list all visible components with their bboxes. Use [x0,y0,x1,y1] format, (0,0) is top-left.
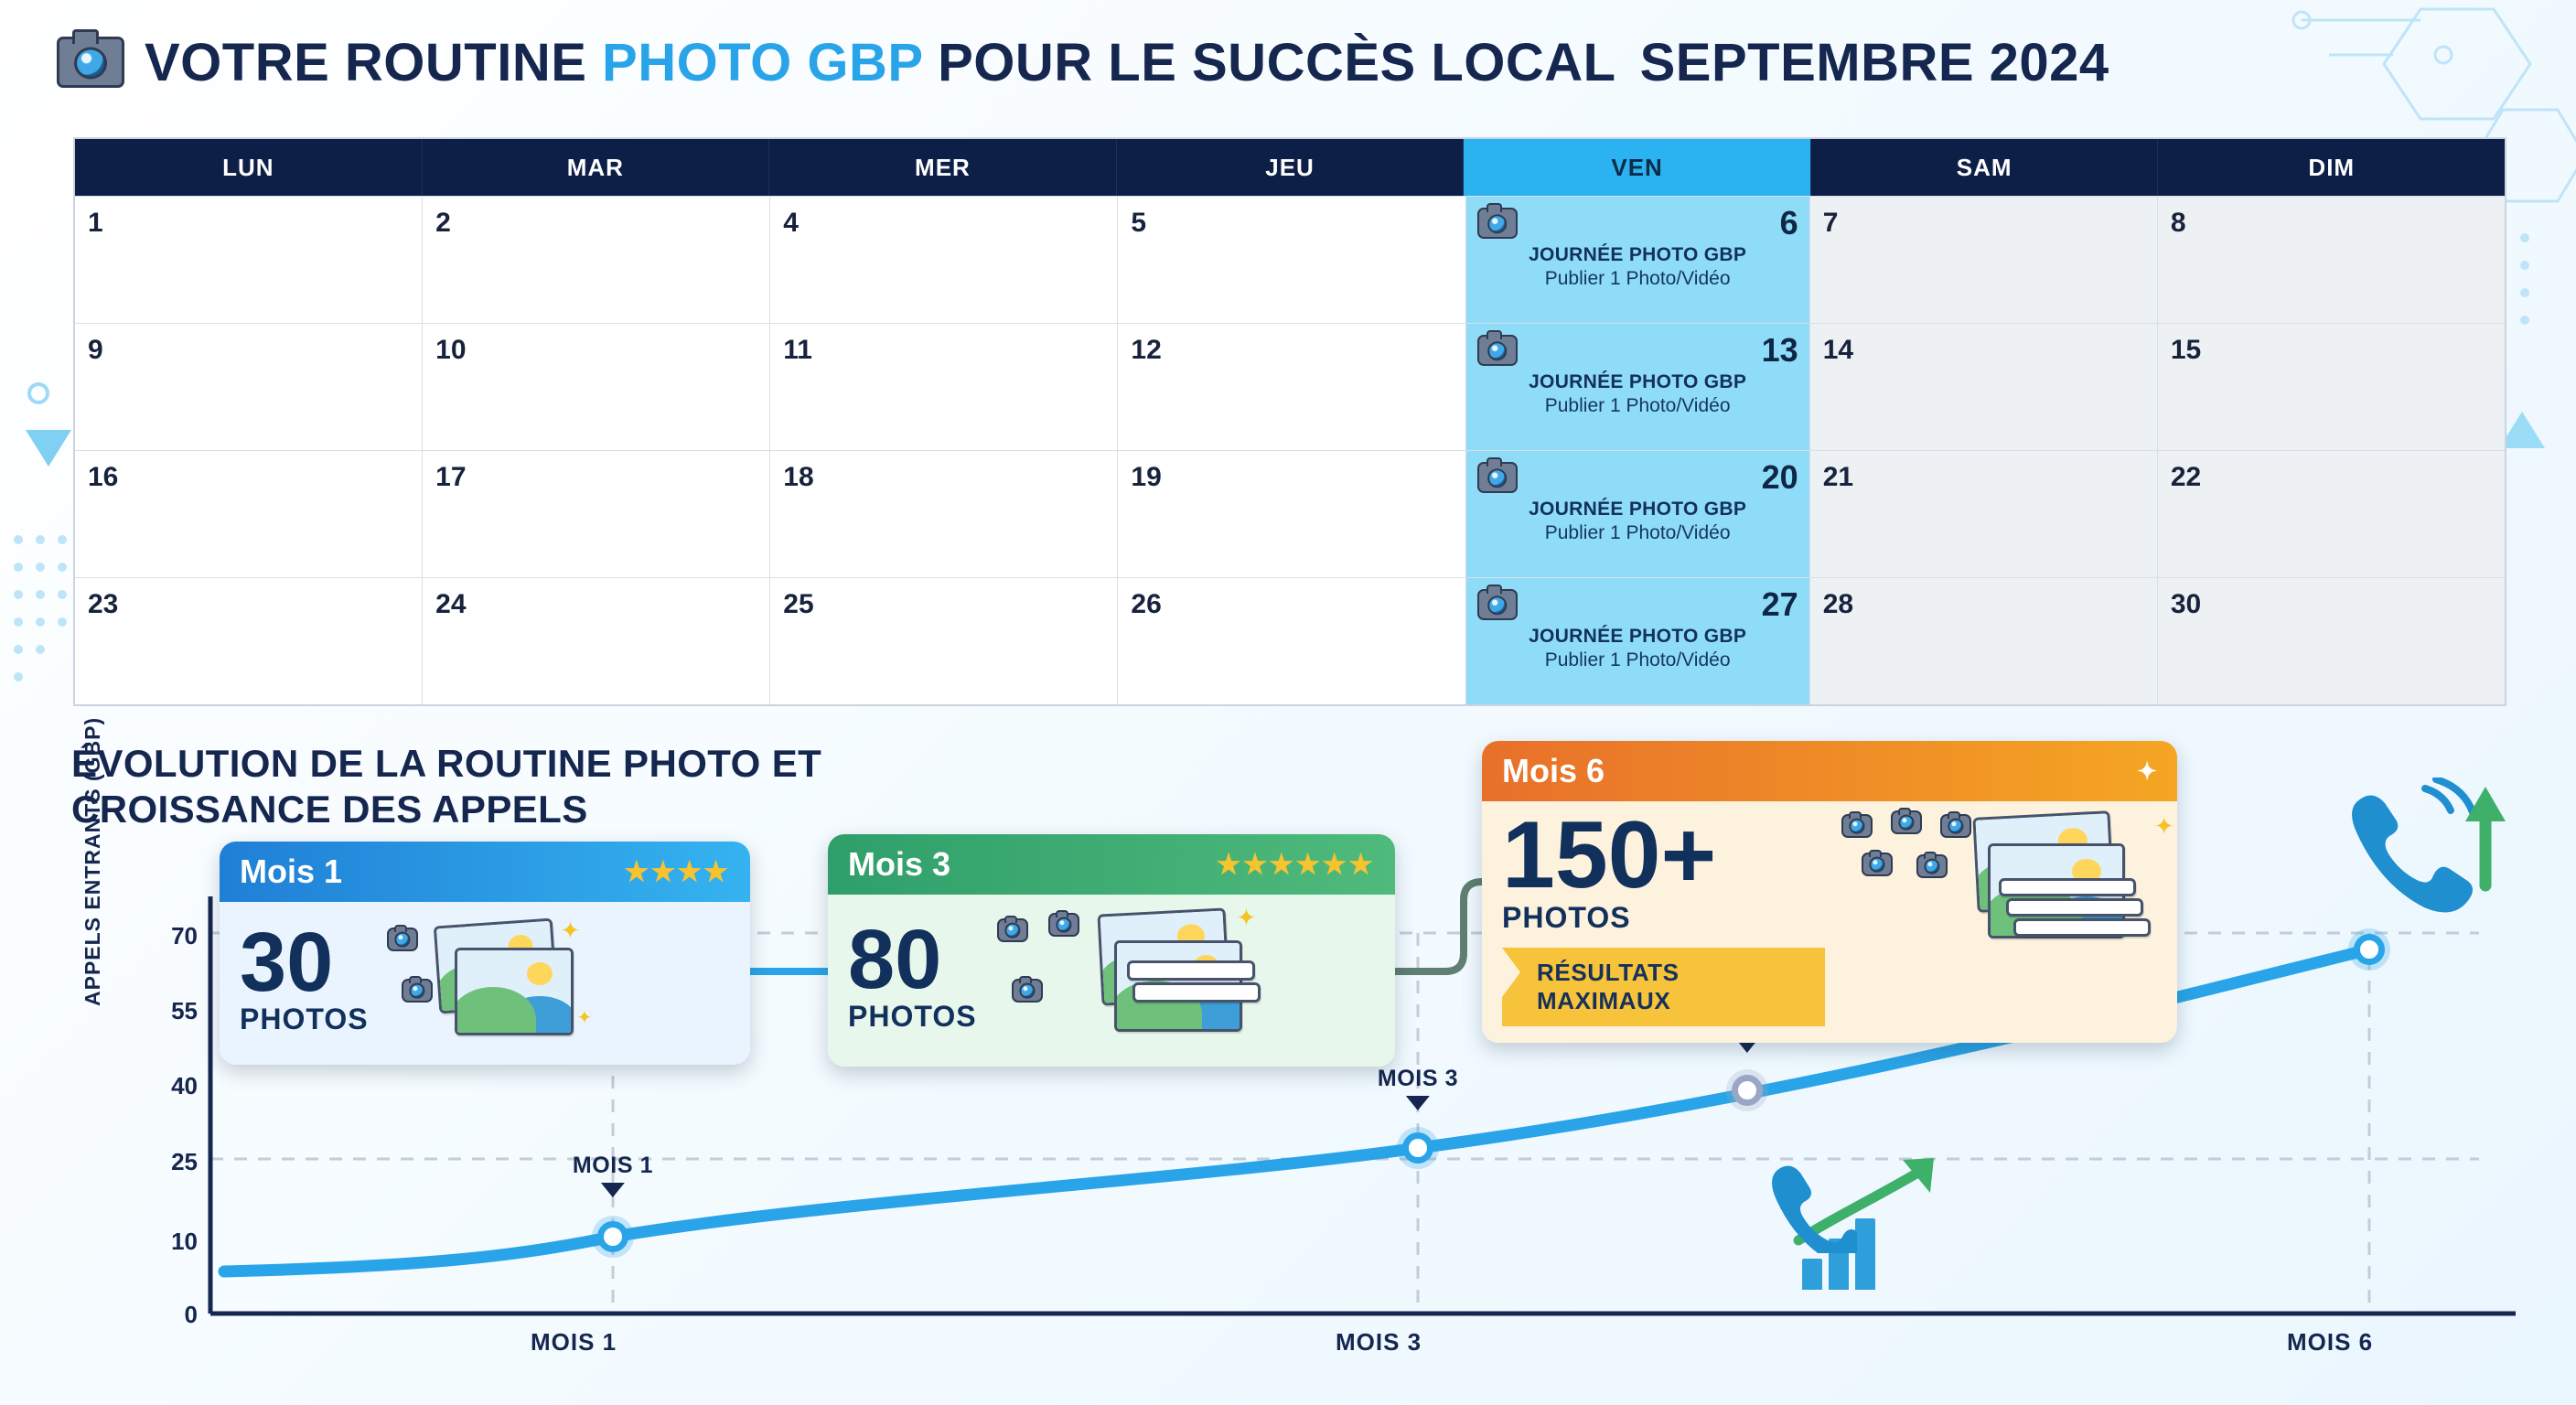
circle-decoration-left [20,375,57,412]
card-header [220,842,750,902]
section-title-line2: CROISSANCE DES APPELS [71,787,588,831]
y-tick-0: 0 [184,1301,198,1328]
photo-unit: PHOTOS [240,1003,369,1036]
calendar-week-row [75,323,2505,450]
camera-icon [1841,814,1873,838]
camera-icon [1916,854,1948,878]
camera-icon [1477,335,1518,366]
day-number: 23 [88,589,119,619]
data-point-mois-3[interactable] [1402,1132,1433,1164]
x-tick-mois-6: MOIS 6 [2287,1328,2374,1356]
photo-count: 30 [240,915,334,1009]
point-label-text: MOIS 3 [1377,1066,1459,1091]
milestone-card-mois-1[interactable] [220,842,750,1065]
card-header [1482,741,2177,801]
day-number: 20 [1761,458,1798,496]
photo-stack-graphic [381,911,610,1048]
y-tick-55: 55 [171,997,198,1024]
y-tick-10: 10 [171,1228,198,1255]
day-number: 2 [435,208,451,238]
camera-icon [1012,979,1043,1003]
sparkle-icon: ✦ [560,917,581,944]
card-badge: Mois 6 [1502,752,1605,789]
milestone-card-mois-3[interactable] [828,834,1395,1067]
weekday-mer: MER [769,139,1117,196]
card-badge: Mois 1 [240,853,343,890]
calendar-day-cell[interactable] [1118,451,1465,577]
calendar-day-cell[interactable] [75,578,423,704]
card-badge: Mois 3 [848,845,951,883]
calendar [73,137,2506,706]
day-number: 5 [1131,208,1147,238]
weekday-sam: SAM [1811,139,2159,196]
camera-icon [387,928,418,951]
photo-thumb [455,948,574,1035]
day-number: 13 [1761,331,1798,369]
event-title: JOURNÉE PHOTO GBP [1529,499,1747,520]
title-part2: POUR LE SUCCÈS LOCAL [922,32,1616,92]
point-label-mois-1 [573,1153,653,1197]
day-number: 11 [783,335,812,365]
camera-icon [402,979,433,1003]
milestone-card-mois-6[interactable] [1482,741,2177,1043]
day-number: 19 [1131,462,1162,492]
camera-icon [1940,814,1971,838]
day-number: 15 [2170,335,2202,365]
calendar-day-cell[interactable] [770,578,1118,704]
weekday-mar: MAR [423,139,770,196]
calendar-day-cell[interactable] [1810,451,2158,577]
card-body [828,895,1395,1067]
calendar-event-cell[interactable] [1466,197,1810,323]
photo-unit: PHOTOS [1502,900,1631,934]
calendar-week-row [75,196,2505,323]
day-number: 8 [2170,208,2186,238]
weekday-lun: LUN [75,139,423,196]
calendar-day-cell[interactable] [423,578,770,704]
camera-icon [1477,589,1518,620]
camera-icon [997,918,1028,942]
calendar-day-cell[interactable] [75,451,423,577]
weekday-ven: VEN [1464,139,1811,196]
rating-stars: ★★★★★★ [1216,849,1375,880]
calendar-day-cell[interactable] [75,324,423,450]
result-ribbon: RÉSULTATS MAXIMAUX [1502,948,1825,1026]
calendar-day-cell[interactable] [423,197,770,323]
day-number: 7 [1822,208,1839,238]
day-number: 16 [88,462,119,492]
card-body [220,902,750,1065]
calendar-day-cell[interactable] [770,324,1118,450]
event-title: JOURNÉE PHOTO GBP [1529,371,1747,392]
data-point-mois-1[interactable] [597,1221,628,1252]
day-number: 6 [1779,204,1798,241]
event-subtitle: Publier 1 Photo/Vidéo [1544,522,1731,543]
event-subtitle: Publier 1 Photo/Vidéo [1544,649,1731,670]
camera-icon [1891,810,1922,834]
calendar-day-cell[interactable] [2158,197,2505,323]
page-header [0,18,2576,106]
day-number: 17 [435,462,467,492]
caret-icon [601,1183,625,1197]
calendar-day-cell[interactable] [770,197,1118,323]
camera-icon [57,37,124,88]
sparkle-icon: ✦ [1236,904,1257,931]
calendar-day-cell[interactable] [2158,324,2505,450]
day-number: 12 [1131,335,1162,365]
y-axis-label: APPELS ENTRANTS (GBP) [80,716,104,1006]
day-number: 21 [1822,462,1854,492]
day-number: 10 [435,335,467,365]
calendar-day-cell[interactable] [1118,324,1465,450]
y-tick-25: 25 [171,1148,198,1175]
calendar-event-cell[interactable] [1466,578,1810,704]
camera-icon [1477,462,1518,493]
sparkle-icon: ✦ [2137,756,2157,785]
rating-stars: ★★★★ [624,856,730,887]
day-number: 18 [783,462,814,492]
title-part1: VOTRE ROUTINE [145,32,603,92]
section-title [71,741,821,831]
card-body [1482,801,2177,1043]
day-number: 25 [783,589,814,619]
event-subtitle: Publier 1 Photo/Vidéo [1544,395,1731,416]
y-tick-40: 40 [171,1072,198,1099]
y-tick-70: 70 [171,922,198,949]
day-number: 14 [1822,335,1854,365]
day-number: 27 [1761,585,1798,623]
calendar-week-row [75,577,2505,704]
day-number: 22 [2170,462,2202,492]
calendar-day-cell[interactable] [1118,197,1465,323]
sparkle-icon: ✦ [576,1008,593,1028]
calendar-header-row [75,139,2505,196]
day-number: 24 [435,589,467,619]
calendar-day-cell[interactable] [75,197,423,323]
calendar-day-cell[interactable] [423,451,770,577]
calendar-day-cell[interactable] [770,451,1118,577]
day-number: 26 [1131,589,1162,619]
photo-thumb-edge [1999,878,2136,896]
calendar-day-cell[interactable] [1810,197,2158,323]
calendar-event-cell[interactable] [1466,451,1810,577]
sparkle-icon: ✦ [2153,812,2174,840]
day-number: 28 [1822,589,1854,619]
day-number: 1 [88,208,103,238]
calendar-day-cell[interactable] [2158,578,2505,704]
camera-icon [1862,853,1893,876]
card-header [828,834,1395,895]
header-month: SEPTEMBRE 2024 [1639,32,2109,92]
title-highlight: PHOTO GBP [602,32,923,92]
data-point-mois-6-mid[interactable] [1732,1075,1763,1106]
photo-count: 150+ [1502,802,1717,908]
calendar-week-row [75,450,2505,577]
calendar-day-cell[interactable] [1810,578,2158,704]
section-title-line1: ÉVOLUTION DE LA ROUTINE PHOTO ET [71,742,822,785]
photo-unit: PHOTOS [848,1000,977,1034]
weekday-jeu: JEU [1117,139,1465,196]
photo-count: 80 [848,912,942,1006]
triangle-decoration-left [16,421,80,485]
event-title: JOURNÉE PHOTO GBP [1529,626,1747,647]
page-title [145,32,2109,93]
camera-icon [1048,913,1079,937]
x-tick-mois-3: MOIS 3 [1336,1328,1422,1356]
phone-icon [1756,1153,1857,1253]
weekday-dim: DIM [2158,139,2505,196]
day-number: 9 [88,335,103,365]
point-label-text: MOIS 1 [572,1153,654,1178]
event-title: JOURNÉE PHOTO GBP [1529,244,1747,265]
calendar-day-cell[interactable] [1810,324,2158,450]
calendar-day-cell[interactable] [1118,578,1465,704]
camera-icon [1477,208,1518,239]
photo-thumb-edge [2006,898,2143,917]
data-point-mois-6[interactable] [2354,934,2385,965]
calendar-event-cell[interactable] [1466,324,1810,450]
photo-stack-graphic [1838,810,2174,975]
day-number: 30 [2170,589,2202,619]
phone-growth-icon [2337,778,2511,915]
photo-thumb-edge [2013,918,2151,937]
caret-icon [1406,1096,1430,1110]
calendar-day-cell[interactable] [2158,451,2505,577]
photo-thumb-edge [1127,960,1255,981]
point-label-mois-3 [1378,1066,1458,1110]
photo-thumb-edge [1132,982,1261,1003]
day-number: 4 [783,208,799,238]
photo-stack-graphic [990,904,1264,1050]
x-tick-mois-1: MOIS 1 [531,1328,617,1356]
calendar-day-cell[interactable] [423,324,770,450]
event-subtitle: Publier 1 Photo/Vidéo [1544,268,1731,289]
